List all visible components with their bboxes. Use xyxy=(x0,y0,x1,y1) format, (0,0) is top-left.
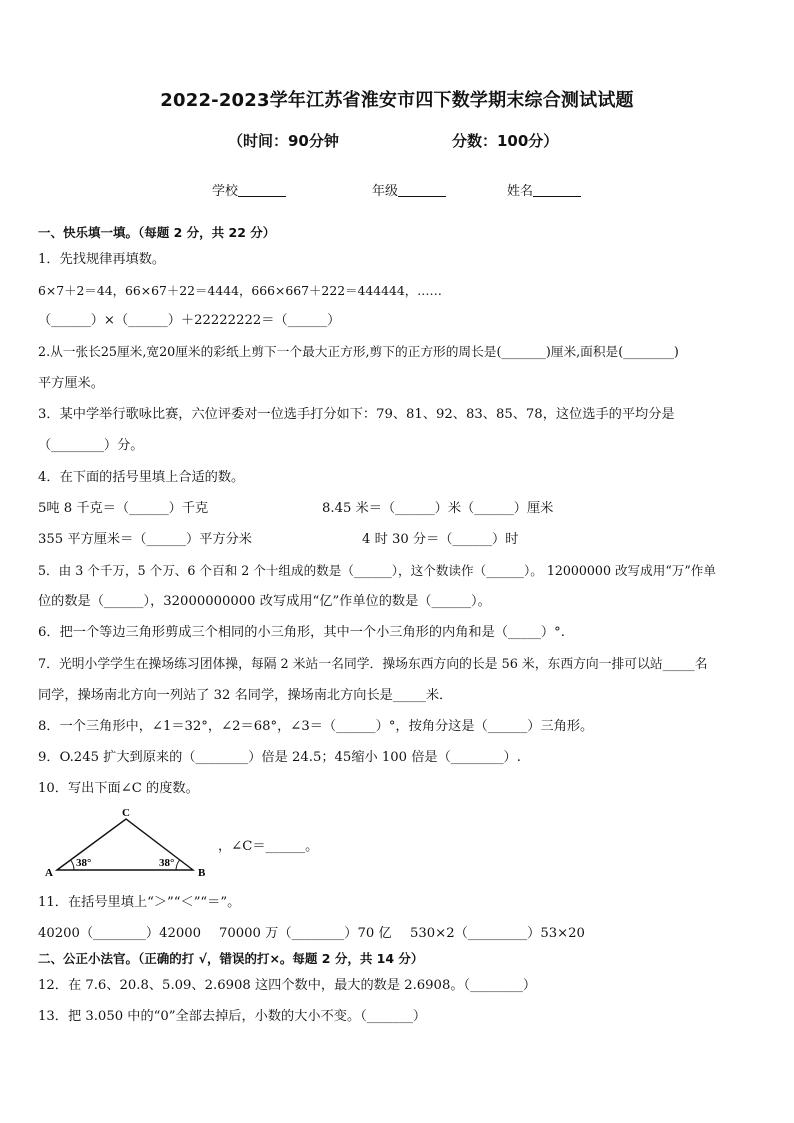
q11-item-c: 530×2（_________）53×20 xyxy=(410,926,585,941)
q12-line-1: 12．在 7.6、20.8、5.09、2.6908 这四个数中，最大的数是 2.6908。（________） xyxy=(38,978,537,993)
exam-score: 分数：100分） xyxy=(452,132,559,150)
angle-b-label: 38° xyxy=(159,857,175,869)
name-field xyxy=(507,180,581,199)
q10-stem: 10．写出下面∠C 的度数。 xyxy=(38,781,199,796)
triangle-figure xyxy=(38,806,218,882)
q11-item-a: 40200（________）42000 xyxy=(38,926,202,941)
q11-stem: 11．在括号里填上“＞”“＜”“＝”。 xyxy=(38,895,241,910)
q13-line-1: 13．把 3.050 中的“0”全部去掉后，小数的大小不变。（_______） xyxy=(38,1009,427,1024)
q6-line-1: 6．把一个等边三角形剪成三个相同的小三角形，其中一个小三角形的内角和是（_____）°. xyxy=(38,625,565,640)
q4-item-a: 5吨 8 千克＝（______）千克 xyxy=(38,501,209,516)
q4-stem: 4．在下面的括号里填上合适的数。 xyxy=(38,470,245,485)
grade-label: 年级 xyxy=(372,184,399,199)
q5-line-1: 5．由 3 个千万，5 个万、6 个百和 2 个十组成的数是（______），这个数读作（______）。 12000000 改写成用“万”作单 xyxy=(38,563,716,578)
q1-stem: 1．先找规律再填数。 xyxy=(38,252,166,267)
exam-time: （时间：90分钟 xyxy=(228,132,339,150)
q3-line-2: （________）分。 xyxy=(38,438,144,453)
q7-line-2: 同学，操场南北方向一列站了 32 名同学，操场南北方向长是_____米． xyxy=(38,688,453,703)
q1-blank: （______）×（______）＋22222222＝（______） xyxy=(38,313,341,328)
school-field xyxy=(212,180,286,199)
angle-a-arc xyxy=(71,860,74,870)
q4-item-b: 8.45 米＝（______）米（______）厘米 xyxy=(322,501,554,516)
q9-line-1: 9．O.245 扩大到原来的（________）倍是 24.5；45缩小 100 倍是（________）. xyxy=(38,750,521,765)
name-blank[interactable] xyxy=(533,183,581,197)
grade-blank[interactable] xyxy=(398,183,446,197)
q4-item-d: 4 时 30 分＝（______）时 xyxy=(362,532,519,547)
school-blank[interactable] xyxy=(238,183,286,197)
angle-a-label: 38° xyxy=(76,857,92,869)
angle-b-arc xyxy=(176,860,180,870)
section-1-title: 一、快乐填一填。（每题 2 分，共 22 分） xyxy=(38,225,276,240)
q5-line-2: 位的数是（______），32000000000 改写成用“亿”作单位的数是（______）。 xyxy=(38,594,491,609)
q2-line-2: 平方厘米。 xyxy=(38,376,104,391)
q3-line-1: 3．某中学举行歌咏比赛，六位评委对一位选手打分如下：79、81、92、83、85、78，这位选手的平均分是 xyxy=(38,407,675,422)
q8-line-1: 8．一个三角形中，∠1＝32°，∠2＝68°，∠3＝（______）°，按角分这是（______）三角形。 xyxy=(38,719,594,734)
q11-item-b: 70000 万（________）70 亿 xyxy=(219,926,392,941)
grade-field xyxy=(372,180,446,199)
q4-item-c: 355 平方厘米＝（______）平方分米 xyxy=(38,532,252,547)
school-label: 学校 xyxy=(212,184,239,199)
vertex-c-label: C xyxy=(122,807,130,819)
section-2-title: 二、公正小法官。（正确的打 √，错误的打×。每题 2 分，共 14 分） xyxy=(38,951,424,966)
page-title: 2022-2023学年江苏省淮安市四下数学期末综合测试试题 xyxy=(160,90,634,111)
name-label: 姓名 xyxy=(507,184,534,199)
q2-line-1: 2.从一张长25厘米,宽20厘米的彩纸上剪下一个最大正方形,剪下的正方形的周长是(_______)厘米,面积是(________) xyxy=(38,344,679,359)
q7-line-1: 7．光明小学学生在操场练习团体操，每隔 2 米站一名同学．操场东西方向的长是 56 米，东西方向一排可以站_____名 xyxy=(38,657,708,672)
q10-answer: ，∠C＝______。 xyxy=(218,839,319,854)
vertex-b-label: B xyxy=(198,867,206,879)
vertex-a-label: A xyxy=(45,867,53,879)
q1-pattern: 6×7＋2＝44，66×67＋22＝4444，666×667＋222＝444444，…… xyxy=(38,283,442,298)
